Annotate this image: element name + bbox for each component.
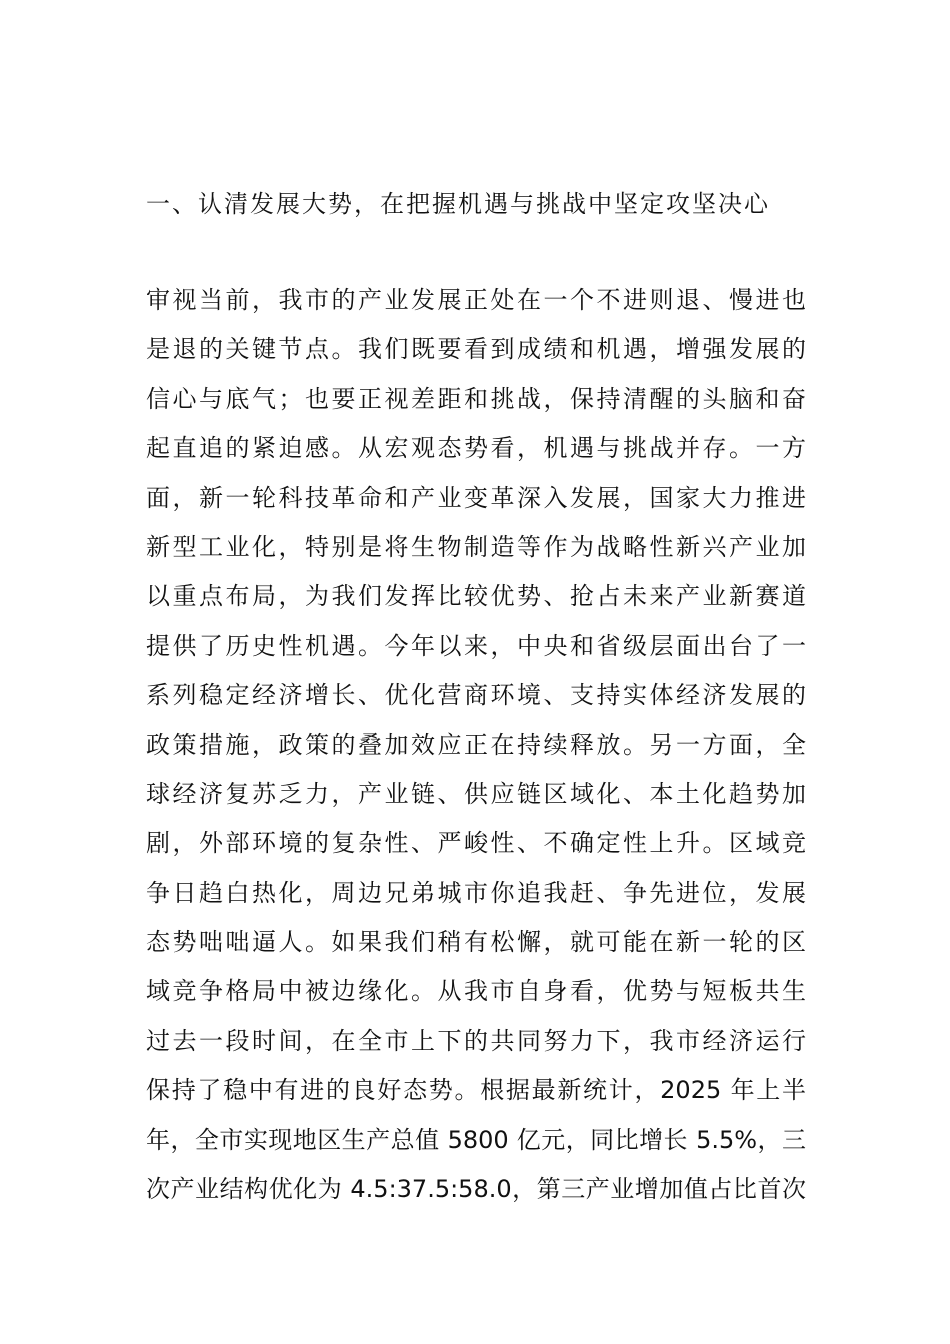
paragraph-line: 审视当前，我市的产业发展正处在一个不进则退、慢进也 xyxy=(146,286,806,314)
paragraph-line: 球经济复苏乏力，产业链、供应链区域化、本土化趋势加 xyxy=(146,779,806,808)
paragraph-line: 态势咄咄逼人。如果我们稍有松懈，就可能在新一轮的区 xyxy=(146,928,806,957)
paragraph-line: 过去一段时间，在全市上下的共同努力下，我市经济运行 xyxy=(146,1026,806,1055)
paragraph-line: 新型工业化，特别是将生物制造等作为战略性新兴产业加 xyxy=(146,532,806,561)
paragraph-line: 剧，外部环境的复杂性、严峻性、不确定性上升。区域竞 xyxy=(146,829,806,858)
paragraph-line: 争日趋白热化，周边兄弟城市你追我赶、争先进位，发展 xyxy=(146,878,806,907)
paragraph-line: 域竞争格局中被边缘化。从我市自身看，优势与短板共生 xyxy=(146,977,806,1006)
paragraph-line: 是退的关键节点。我们既要看到成绩和机遇，增强发展的 xyxy=(146,335,806,364)
paragraph-line: 系列稳定经济增长、优化营商环境、支持实体经济发展的 xyxy=(146,681,806,710)
paragraph-line: 面，新一轮科技革命和产业变革深入发展，国家大力推进 xyxy=(146,483,806,512)
paragraph-line: 次产业结构优化为 4.5:37.5:58.0，第三产业增加值占比首次 xyxy=(146,1175,806,1204)
paragraph-line: 信心与底气；也要正视差距和挑战，保持清醒的头脑和奋 xyxy=(146,384,806,413)
paragraph-line: 政策措施，政策的叠加效应正在持续释放。另一方面，全 xyxy=(146,730,806,759)
paragraph-line: 年，全市实现地区生产总值 5800 亿元，同比增长 5.5%，三 xyxy=(146,1125,806,1154)
paragraph-line: 提供了历史性机遇。今年以来，中央和省级层面出台了一 xyxy=(146,631,806,660)
paragraph-line: 保持了稳中有进的良好态势。根据最新统计，2025 年上半 xyxy=(146,1076,806,1105)
body-paragraph xyxy=(146,282,806,1220)
paragraph-line: 以重点布局，为我们发挥比较优势、抢占未来产业新赛道 xyxy=(146,582,806,611)
section-heading: 一、认清发展大势，在把握机遇与挑战中坚定攻坚决心 xyxy=(146,190,770,218)
paragraph-line: 起直追的紧迫感。从宏观态势看，机遇与挑战并存。一方 xyxy=(146,434,806,463)
